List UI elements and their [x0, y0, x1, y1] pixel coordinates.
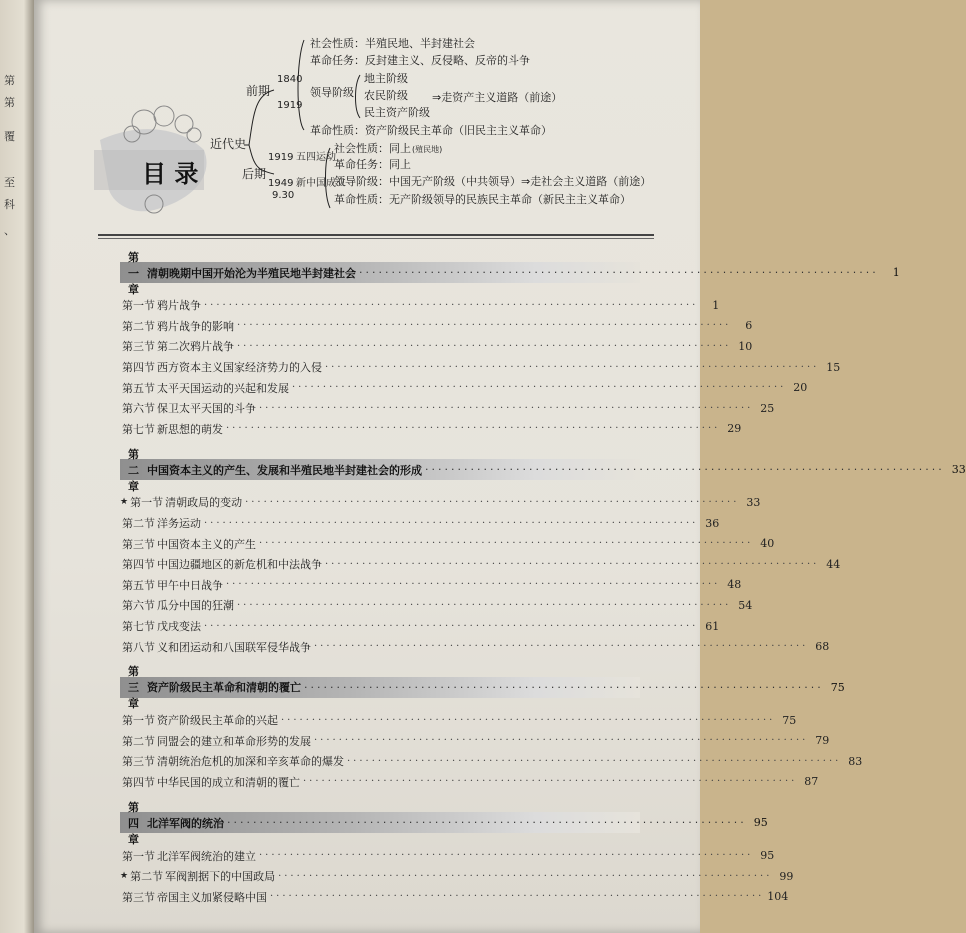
leader-dots: ················································································ [304, 680, 824, 694]
header-illustration [34, 0, 700, 232]
chapter-heading[interactable] [120, 250, 900, 296]
toc-section-row[interactable] [120, 533, 775, 554]
section-number: 第七节 [122, 620, 155, 634]
section-number: 第五节 [122, 578, 155, 592]
toc-section-row[interactable] [120, 636, 830, 657]
hw-note: 民主资产阶级 [364, 106, 430, 119]
section-number: 第三节 [122, 537, 155, 551]
toc-section-row[interactable] [120, 295, 720, 316]
section-page-number: 20 [793, 381, 808, 395]
section-page-number: 54 [738, 598, 753, 612]
section-number: 第二节 [122, 517, 155, 531]
leader-dots: ················································································ [259, 538, 754, 550]
hw-note: 革命性质：无产阶级领导的民族民主革命（新民主主义革命） [334, 193, 631, 206]
section-page-number: 87 [804, 775, 819, 789]
toc-section-row[interactable] [120, 419, 742, 440]
section-page-number: 44 [826, 557, 841, 571]
chapter-number: 第三章 [128, 665, 139, 711]
section-title: 帝国主义加紧侵略中国 [157, 890, 267, 904]
section-number: 第四节 [122, 775, 155, 789]
leader-dots: ················································································ [270, 891, 765, 903]
section-title: 太平天国运动的兴起和发展 [157, 381, 289, 395]
toc-section-row[interactable] [120, 616, 720, 637]
hw-modern-history: 近代史 [210, 137, 247, 151]
toc-chapter [120, 665, 863, 812]
section-page-number: 15 [826, 360, 841, 374]
leader-dots: ················································································ [204, 517, 699, 529]
section-title: 第二次鸦片战争 [157, 340, 234, 354]
toc-section-row[interactable] [120, 710, 797, 731]
section-page-number: 61 [705, 619, 720, 633]
toc-section-row[interactable] [120, 377, 808, 398]
section-title: 资产阶级民主革命的兴起 [157, 714, 278, 728]
leader-dots: ················································································ [227, 816, 747, 830]
section-page-number: 1 [712, 298, 720, 312]
hw-event: 五四运动 [296, 152, 336, 163]
hw-note: (殖民地) [412, 145, 443, 154]
chapter-title: 北洋军阀的统治 [147, 816, 224, 830]
hw-early-label: 前期 [246, 84, 271, 98]
hw-note: 革命任务：同上 [334, 158, 411, 171]
leader-dots: ················································································ [303, 776, 798, 788]
section-list [120, 480, 841, 677]
leader-dots: ················································································ [425, 463, 945, 477]
chapter-number: 第一章 [128, 250, 139, 296]
leader-dots: ················································································ [314, 735, 809, 747]
section-number: 第四节 [122, 558, 155, 572]
toc-chapter [120, 250, 900, 459]
toc-section-row[interactable] [120, 357, 841, 378]
leader-dots: ················································································ [226, 423, 721, 435]
section-title: 洋务运动 [157, 517, 201, 531]
toc-chapter [120, 447, 966, 677]
toc-section-row[interactable] [120, 751, 863, 772]
section-number: 第一节 [122, 849, 155, 863]
margin-glyph: 、 [4, 224, 15, 237]
section-title: 瓜分中国的狂潮 [157, 599, 234, 613]
section-number: 第五节 [122, 381, 155, 395]
leader-dots: ················································································ [237, 599, 732, 611]
section-page-number: 95 [760, 849, 775, 863]
section-number: 第三节 [122, 340, 155, 354]
section-page-number: 25 [760, 401, 775, 415]
hw-year: 1919 [277, 100, 303, 111]
toc-section-row[interactable] [120, 772, 819, 793]
toc-section-row[interactable] [120, 886, 789, 907]
hw-note: 社会性质：同上 [334, 142, 411, 155]
chapter-number: 第二章 [128, 447, 139, 493]
section-page-number: 48 [727, 578, 742, 592]
toc-chapter [120, 800, 794, 927]
hw-note: 领导阶级：中国无产阶级（中共领导）⇒走社会主义道路（前途） [334, 175, 652, 188]
leader-dots: ················································································ [237, 340, 732, 352]
section-list [120, 283, 841, 459]
chapter-title: 资产阶级民主革命和清朝的覆亡 [147, 681, 301, 695]
toc-section-row[interactable] [120, 575, 742, 596]
section-number: 第六节 [122, 599, 155, 613]
section-page-number: 36 [705, 516, 720, 530]
chapter-page-number: 95 [753, 816, 768, 830]
leader-dots: ················································································ [347, 755, 842, 767]
hw-late-label: 后期 [242, 167, 267, 181]
section-title: 中华民国的成立和清朝的覆亡 [157, 775, 300, 789]
section-title: 戊戌变法 [157, 620, 201, 634]
chapter-page-number: 75 [830, 680, 845, 694]
page-title: 目 录 [142, 160, 199, 188]
chapter-number: 第四章 [128, 800, 139, 846]
section-page-number: 104 [767, 890, 789, 904]
star-mark: ★ [120, 497, 129, 508]
section-number: 第二节 [122, 319, 155, 333]
section-number: 第七节 [122, 422, 155, 436]
header-divider-thin [98, 238, 654, 239]
leader-dots: ················································································ [204, 620, 699, 632]
toc-section-row[interactable] [120, 316, 753, 337]
table-of-contents [120, 250, 966, 927]
section-number: 第六节 [122, 402, 155, 416]
section-number: 第三节 [122, 890, 155, 904]
section-page-number: 83 [848, 754, 863, 768]
section-number: 第一节 [122, 714, 155, 728]
chapter-page-number: 33 [951, 463, 966, 477]
leader-dots: ················································································ [259, 402, 754, 414]
section-title: 保卫太平天国的斗争 [157, 402, 256, 416]
section-number: 第一节 [122, 299, 155, 313]
chapter-title: 中国资本主义的产生、发展和半殖民地半封建社会的形成 [147, 463, 422, 477]
section-page-number: 40 [760, 537, 775, 551]
leader-dots: ················································································ [204, 299, 699, 311]
toc-section-row[interactable] [120, 866, 794, 887]
leader-dots: ················································································ [292, 382, 787, 394]
leader-dots: ················································································ [314, 641, 809, 653]
section-number: 第二节 [122, 734, 155, 748]
section-page-number: 68 [815, 640, 830, 654]
section-page-number: 99 [779, 869, 794, 883]
chapter-heading[interactable] [120, 665, 845, 711]
hw-note: 革命任务：反封建主义、反侵略、反帝的斗争 [310, 54, 530, 67]
section-list [120, 698, 863, 812]
section-title: 鸦片战争 [157, 299, 201, 313]
hw-note: 领导阶级 [310, 86, 354, 99]
left-page-edge [0, 0, 34, 933]
leader-dots: ················································································ [226, 579, 721, 591]
leader-dots: ················································································ [245, 496, 740, 508]
toc-section-row[interactable] [120, 492, 761, 513]
hw-note: 革命性质：资产阶级民主革命（旧民主主义革命） [310, 124, 552, 137]
section-page-number: 6 [745, 319, 753, 333]
hw-note: 地主阶级 [364, 72, 408, 85]
star-mark: ★ [120, 871, 129, 882]
section-title: 军阀割据下的中国政局 [165, 870, 276, 884]
margin-glyph: 第 [4, 74, 15, 87]
hw-year: 1949 [268, 178, 294, 189]
section-list [120, 833, 794, 927]
section-title: 甲午中日战争 [157, 578, 223, 592]
margin-glyph: 第 [4, 96, 15, 109]
section-page-number: 75 [782, 713, 797, 727]
toc-section-row[interactable] [120, 595, 753, 616]
leader-dots: ················································································ [325, 558, 820, 570]
section-page-number: 33 [746, 495, 761, 509]
leader-dots: ················································································ [278, 870, 773, 882]
section-number: 第四节 [122, 361, 155, 375]
header-divider [98, 234, 654, 236]
section-number: 第一节 [130, 496, 164, 510]
margin-glyph: 至 [4, 176, 15, 189]
leader-dots: ················································································ [359, 266, 879, 279]
section-title: 清朝统治危机的加深和辛亥革命的爆发 [157, 755, 344, 769]
book-page [34, 0, 966, 933]
hw-event: 新中国成立 [296, 178, 346, 189]
toc-section-row[interactable] [120, 398, 775, 419]
chapter-page-number: 1 [892, 266, 900, 279]
section-title: 义和团运动和八国联军侵华战争 [157, 640, 311, 654]
chapter-heading[interactable] [120, 447, 966, 493]
section-number: 第八节 [122, 640, 155, 654]
hw-note: 农民阶级 [364, 89, 408, 102]
section-title: 西方资本主义国家经济势力的入侵 [157, 361, 322, 375]
toc-section-row[interactable] [120, 336, 753, 357]
section-page-number: 79 [815, 734, 830, 748]
section-title: 清朝政局的变动 [165, 496, 243, 510]
section-title: 鸦片战争的影响 [157, 319, 234, 333]
section-page-number: 29 [727, 422, 742, 436]
toc-section-row[interactable] [120, 513, 720, 534]
leader-dots: ················································································ [281, 714, 776, 726]
chapter-title: 清朝晚期中国开始沦为半殖民地半封建社会 [147, 266, 356, 280]
handwritten-notes [210, 36, 651, 208]
section-number: 第二节 [130, 870, 164, 884]
hw-note: 社会性质：半殖民地、半封建社会 [310, 37, 475, 50]
chapter-heading[interactable] [120, 800, 768, 846]
hw-year: 1919 [268, 152, 294, 163]
margin-glyph: 科 [4, 198, 15, 211]
section-title: 中国资本主义的产生 [157, 537, 256, 551]
section-title: 新思想的萌发 [157, 422, 223, 436]
toc-section-row[interactable] [120, 554, 841, 575]
leader-dots: ················································································ [325, 361, 820, 373]
toc-section-row[interactable] [120, 845, 775, 866]
hw-note: ⇒走资产主义道路（前途） [432, 91, 563, 104]
leader-dots: ················································································ [259, 850, 754, 862]
hw-year: 9.30 [272, 190, 295, 201]
section-title: 中国边疆地区的新危机和中法战争 [157, 558, 322, 572]
toc-section-row[interactable] [120, 731, 830, 752]
hw-year: 1840 [277, 74, 303, 85]
section-number: 第三节 [122, 755, 155, 769]
section-title: 同盟会的建立和革命形势的发展 [157, 734, 311, 748]
section-title: 北洋军阀统治的建立 [157, 849, 256, 863]
leader-dots: ················································································ [237, 320, 732, 332]
section-page-number: 10 [738, 339, 753, 353]
margin-glyph: 覆 [4, 130, 15, 143]
page-header [34, 0, 700, 230]
